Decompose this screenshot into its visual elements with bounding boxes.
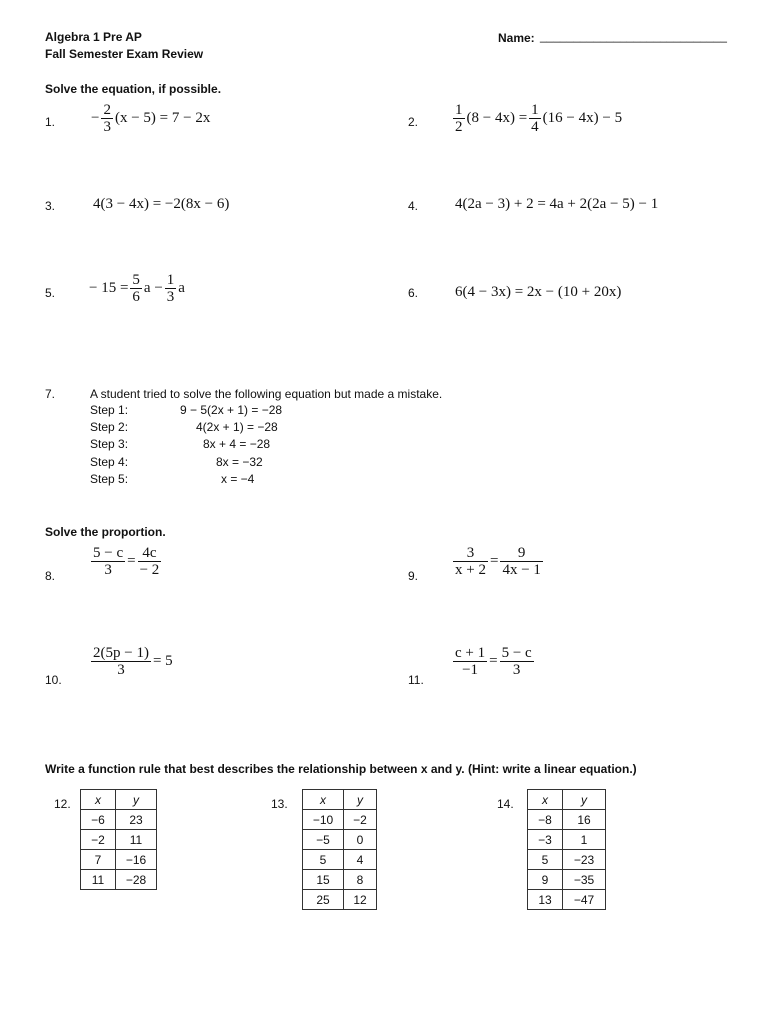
table-header-row <box>303 790 377 810</box>
fraction <box>91 545 125 578</box>
table-row <box>303 890 377 910</box>
proportion-8 <box>90 545 162 578</box>
numerator: 1 <box>455 102 463 118</box>
fraction <box>453 645 487 678</box>
table-row <box>303 850 377 870</box>
table-row <box>303 870 377 890</box>
y-cell: 8 <box>344 870 377 890</box>
y-cell: 4 <box>344 850 377 870</box>
denominator: − 2 <box>139 562 160 578</box>
y-cell: −16 <box>116 850 157 870</box>
expression: (8 − 4x) = <box>466 110 528 126</box>
problem-number: 10. <box>45 673 62 687</box>
column-header-y: y <box>563 790 606 810</box>
fraction <box>101 102 113 135</box>
problem-number: 4. <box>408 199 419 213</box>
step-expression: x = −4 <box>221 472 255 486</box>
proportion-9 <box>452 545 544 578</box>
table-row <box>528 890 606 910</box>
equation-5 <box>88 272 186 305</box>
column-header-y: y <box>344 790 377 810</box>
table-row <box>303 810 377 830</box>
step-label: Step 5: <box>90 472 129 486</box>
numerator: 1 <box>531 102 539 118</box>
x-cell: −10 <box>303 810 344 830</box>
step-label: Step 3: <box>90 437 129 451</box>
y-cell: −23 <box>563 850 606 870</box>
step-expression: 9 − 5(2x + 1) = −28 <box>180 403 283 417</box>
section-heading-equations: Solve the equation, if possible. <box>45 82 222 96</box>
name-line: ____________________________ <box>540 29 727 43</box>
table-row <box>528 870 606 890</box>
y-cell: 16 <box>563 810 606 830</box>
fraction <box>91 645 151 678</box>
x-cell: 15 <box>303 870 344 890</box>
xy-table-14 <box>527 789 606 910</box>
minus-sign: − <box>91 110 100 126</box>
problem-7-text: A student tried to solve the following equation but made a mistake. <box>90 387 443 401</box>
numerator: 5 − c <box>93 545 124 561</box>
denominator: x + 2 <box>455 562 486 578</box>
equation-4: 4(2a − 3) + 2 = 4a + 2(2a − 5) − 1 <box>455 196 659 212</box>
y-cell: 1 <box>563 830 606 850</box>
numerator: 5 <box>132 272 140 288</box>
table-row <box>81 850 157 870</box>
x-cell: 13 <box>528 890 563 910</box>
table-row <box>81 870 157 890</box>
y-cell: 11 <box>116 830 157 850</box>
xy-table-13 <box>302 789 377 910</box>
step-expression: 8x = −32 <box>216 455 263 469</box>
step-label: Step 1: <box>90 403 129 417</box>
numerator: 3 <box>453 545 488 562</box>
problem-number: 13. <box>271 797 288 811</box>
x-cell: −2 <box>81 830 116 850</box>
equals-sign: = <box>489 653 498 669</box>
y-cell: −47 <box>563 890 606 910</box>
problem-number: 11. <box>408 673 424 687</box>
expression: a <box>178 280 185 296</box>
numerator: 9 <box>500 545 542 562</box>
proportion-10 <box>90 645 174 678</box>
fraction <box>453 102 465 135</box>
fraction <box>165 272 177 305</box>
denominator: 2 <box>455 119 463 135</box>
x-cell: 7 <box>81 850 116 870</box>
xy-table-12 <box>80 789 157 890</box>
step-expression: 8x + 4 = −28 <box>203 437 271 451</box>
problem-number: 1. <box>45 115 56 129</box>
x-cell: 5 <box>528 850 563 870</box>
problem-number: 3. <box>45 199 56 213</box>
table-row <box>528 810 606 830</box>
y-cell: 0 <box>344 830 377 850</box>
numerator: 5 − c <box>501 645 532 661</box>
x-cell: −8 <box>528 810 563 830</box>
numerator: 2 <box>103 102 111 118</box>
table-row <box>81 830 157 850</box>
problem-number: 8. <box>45 569 56 583</box>
problem-number: 2. <box>408 115 419 129</box>
course-title: Algebra 1 Pre AP <box>45 30 142 44</box>
denominator: 3 <box>117 662 125 678</box>
equals-sign: = <box>127 553 136 569</box>
name-label: Name: <box>498 31 535 45</box>
expression: − 15 = <box>89 280 129 296</box>
problem-number: 9. <box>408 569 419 583</box>
table-row <box>528 830 606 850</box>
numerator: 4c <box>138 545 162 562</box>
equation-3: 4(3 − 4x) = −2(8x − 6) <box>93 196 230 212</box>
denominator: 3 <box>103 119 111 135</box>
step-label: Step 4: <box>90 455 129 469</box>
section-heading-function-rule: Write a function rule that best describes the relationship between x and y. (Hint: write a linear equation.) <box>45 762 637 776</box>
y-cell: −28 <box>116 870 157 890</box>
x-cell: −5 <box>303 830 344 850</box>
table-header-row <box>81 790 157 810</box>
table-row <box>303 830 377 850</box>
problem-number: 12. <box>54 797 71 811</box>
section-heading-proportions: Solve the proportion. <box>45 525 166 539</box>
x-cell: 5 <box>303 850 344 870</box>
numerator: 2(5p − 1) <box>93 645 149 661</box>
column-header-y: y <box>116 790 157 810</box>
denominator: 4 <box>531 119 539 135</box>
expression: = 5 <box>152 653 173 669</box>
equation-2 <box>452 102 623 135</box>
step-expression: 4(2x + 1) = −28 <box>196 420 278 434</box>
denominator: 3 <box>512 662 521 678</box>
x-cell: −3 <box>528 830 563 850</box>
y-cell: 23 <box>116 810 157 830</box>
equals-sign: = <box>489 553 499 569</box>
denominator: 4x − 1 <box>502 562 541 578</box>
denominator: 3 <box>104 562 112 578</box>
fraction <box>500 545 542 578</box>
fraction <box>453 545 488 578</box>
problem-number: 14. <box>497 797 514 811</box>
y-cell: 12 <box>344 890 377 910</box>
table-header-row <box>528 790 606 810</box>
fraction <box>138 545 162 578</box>
problem-number: 5. <box>45 286 56 300</box>
column-header-x: x <box>303 790 344 810</box>
proportion-11 <box>452 645 535 678</box>
numerator: c + 1 <box>455 645 486 661</box>
x-cell: 11 <box>81 870 116 890</box>
expression: (x − 5) = 7 − 2x <box>114 110 211 126</box>
denominator: −1 <box>462 662 479 678</box>
numerator: 1 <box>166 272 175 288</box>
x-cell: 25 <box>303 890 344 910</box>
table-row <box>81 810 157 830</box>
x-cell: −6 <box>81 810 116 830</box>
problem-number: 7. <box>45 387 56 401</box>
column-header-x: x <box>81 790 116 810</box>
fraction <box>130 272 142 305</box>
equation-1 <box>90 102 211 135</box>
equation-6: 6(4 − 3x) = 2x − (10 + 20x) <box>455 284 622 300</box>
y-cell: −35 <box>563 870 606 890</box>
fraction <box>500 645 534 678</box>
denominator: 6 <box>132 289 140 305</box>
column-header-x: x <box>528 790 563 810</box>
denominator: 3 <box>166 289 175 305</box>
exam-subtitle: Fall Semester Exam Review <box>45 47 204 61</box>
step-label: Step 2: <box>90 420 129 434</box>
expression: (16 − 4x) − 5 <box>542 110 623 126</box>
problem-number: 6. <box>408 286 419 300</box>
table-row <box>528 850 606 870</box>
expression: a − <box>143 280 163 296</box>
y-cell: −2 <box>344 810 377 830</box>
x-cell: 9 <box>528 870 563 890</box>
fraction <box>529 102 541 135</box>
